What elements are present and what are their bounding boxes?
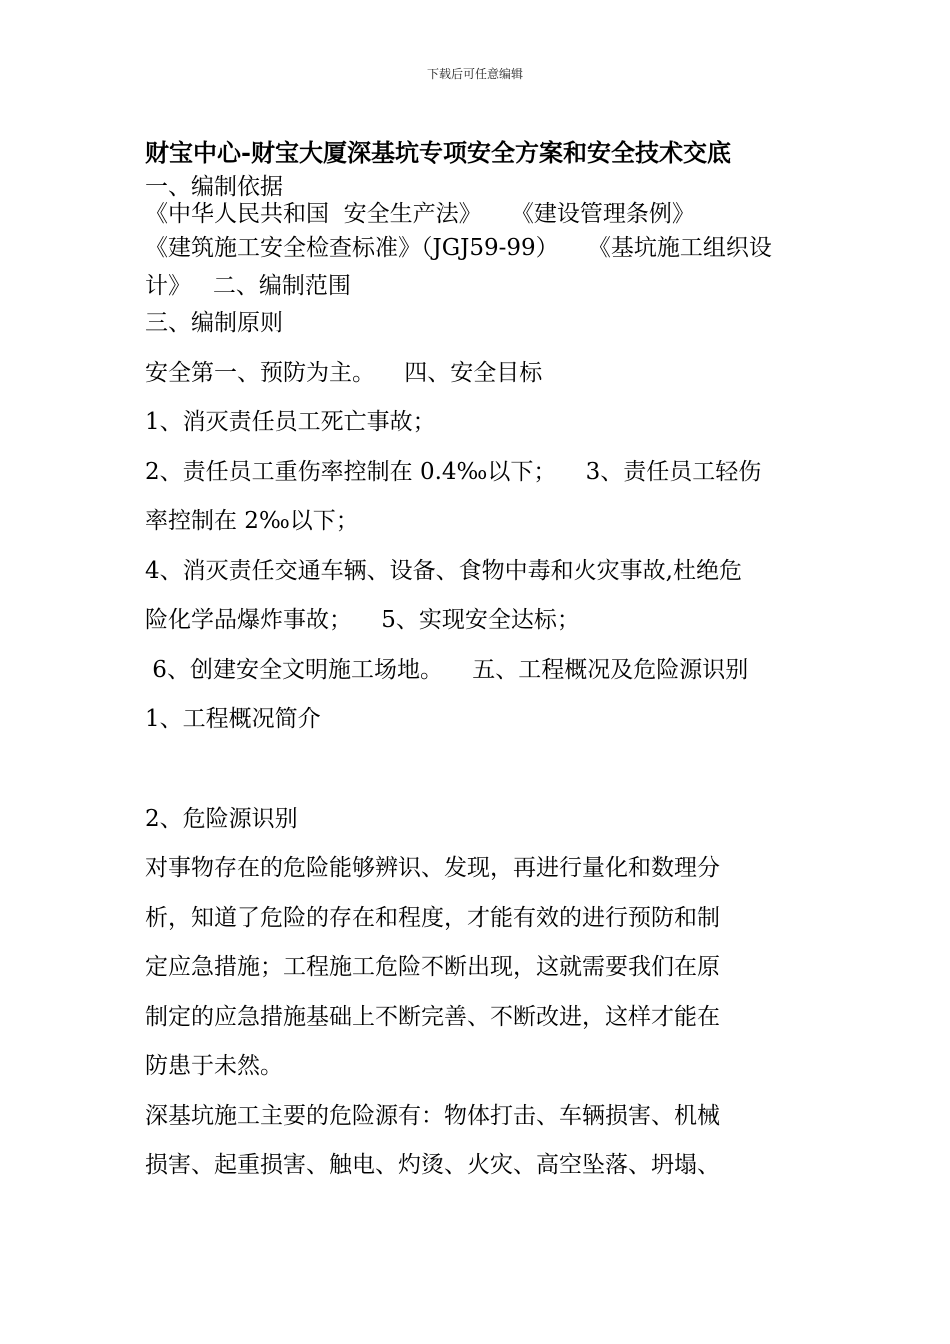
paragraph-line: 损害、起重损害、触电、灼烫、火灾、高空坠落、坍塌、	[145, 1152, 720, 1178]
paragraph-line: 对事物存在的危险能够辨识、发现，再进行量化和数理分	[145, 855, 720, 881]
list-item: 率控制在 2‰以下；	[145, 508, 359, 534]
list-item: 6、创建安全文明施工场地。 五、工程概况及危险源识别	[145, 657, 749, 683]
paragraph-line: 析，知道了危险的存在和程度，才能有效的进行预防和制	[145, 905, 720, 931]
paragraph-line: 定应急措施；工程施工危险不断出现，这就需要我们在原	[145, 954, 720, 980]
list-item: 险化学品爆炸事故； 5、实现安全达标；	[145, 607, 580, 633]
paragraph-line: 《中华人民共和国 安全生产法》 《建设管理条例》	[145, 201, 695, 227]
paragraph-line: 制定的应急措施基础上不断完善、不断改进，这样才能在	[145, 1004, 720, 1030]
subheading-hazard-identification: 2、危险源识别	[145, 806, 298, 832]
list-item: 2、责任员工重伤率控制在 0.4‰以下； 3、责任员工轻伤	[145, 459, 762, 485]
paragraph-line: 深基坑施工主要的危险源有：物体打击、车辆损害、机械	[145, 1103, 720, 1129]
heading-basis: 一、编制依据	[145, 174, 283, 200]
list-item: 1、消灭责任员工死亡事故；	[145, 409, 436, 435]
paragraph-line: 计》 二、编制范围	[145, 273, 351, 299]
paragraph-line: 安全第一、预防为主。 四、安全目标	[145, 360, 543, 386]
list-item: 4、消灭责任交通车辆、设备、食物中毒和火灾事故,杜绝危	[145, 558, 742, 584]
paragraph-line: 防患于未然。	[145, 1053, 283, 1079]
document-title: 财宝中心-财宝大厦深基坑专项安全方案和安全技术交底	[145, 138, 731, 167]
paragraph-line: 《建筑施工安全检查标准》（JGJ59-99） 《基坑施工组织设	[145, 235, 772, 261]
page-header: 下载后可任意编辑	[426, 67, 523, 81]
subheading-project-overview: 1、工程概况简介	[145, 706, 321, 732]
heading-principles: 三、编制原则	[145, 310, 283, 336]
